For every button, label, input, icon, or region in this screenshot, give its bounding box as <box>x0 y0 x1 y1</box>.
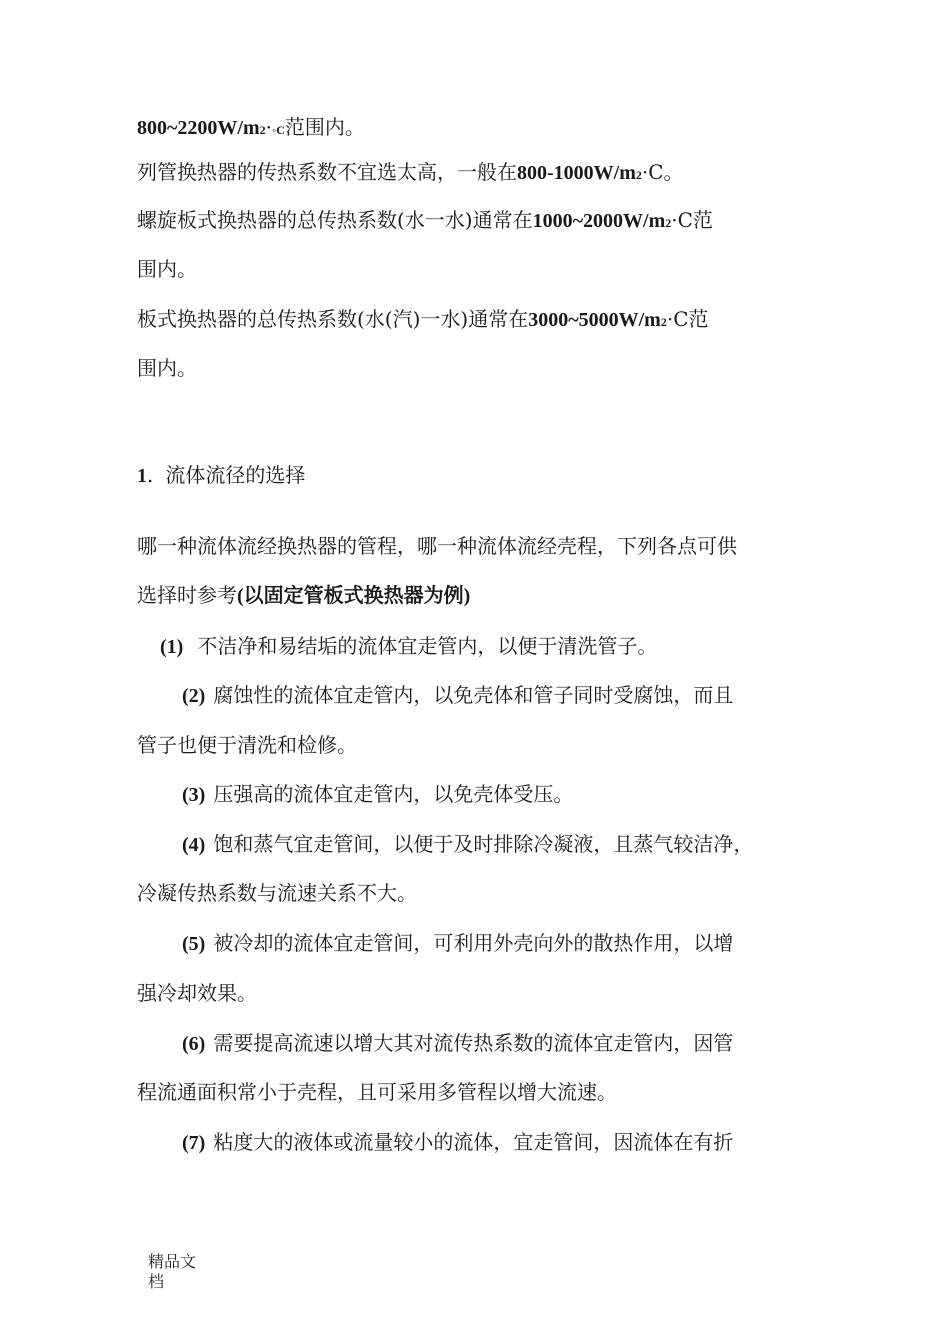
text-line: 围内。 <box>137 356 197 380</box>
item-continuation: 程流通面积常小于壳程，且可采用多管程以增大流速。 <box>137 1080 617 1104</box>
text-bold: (以固定管板式换热器为例) <box>237 585 471 607</box>
item-continuation: 管子也便于清洗和检修。 <box>137 733 357 757</box>
item-text: 腐蚀性的流体宜走管内，以免壳体和管子同时受腐蚀，而且 <box>213 683 734 707</box>
superscript: 2 <box>635 168 642 182</box>
value-range: 800-1000W/m <box>517 162 636 184</box>
item-number: (7) <box>182 1132 206 1154</box>
superscript: 2 <box>660 315 667 329</box>
item-number: (5) <box>182 933 206 955</box>
text: 螺旋板式换热器的总传热系数(水一水)通常在 <box>137 208 533 232</box>
section-title: 流体流径的选择 <box>165 463 306 487</box>
dot: · <box>265 115 272 139</box>
section-heading <box>137 461 305 490</box>
item-number: (6) <box>182 1033 206 1055</box>
item-text: 不洁净和易结垢的流体宜走管内，以便于清洗管子。 <box>197 634 658 658</box>
unit: ◦C <box>271 123 285 137</box>
list-item <box>182 681 733 710</box>
item-continuation: 冷凝传热系数与流速关系不大。 <box>137 881 417 905</box>
superscript: 2 <box>665 216 672 230</box>
list-item <box>182 929 733 958</box>
text-line <box>137 113 365 144</box>
item-text: 需要提高流速以增大其对流传热系数的流体宜走管内，因管 <box>213 1031 734 1055</box>
list-item <box>182 780 573 809</box>
text: 板式换热器的总传热系数(水(汽)一水)通常在 <box>137 307 529 331</box>
list-item <box>182 1128 733 1157</box>
text: ·C。 <box>641 160 684 184</box>
item-number: (2) <box>182 685 206 707</box>
list-item <box>182 1029 733 1058</box>
superscript: 2 <box>259 123 266 137</box>
text-line <box>137 206 713 237</box>
list-item <box>160 632 657 661</box>
item-number: (1) <box>160 636 184 658</box>
item-number: (3) <box>182 784 206 806</box>
list-item <box>182 830 753 859</box>
item-continuation: 强冷却效果。 <box>137 981 257 1005</box>
footer-label: 档 <box>148 1272 165 1291</box>
value-range: 800~2200W/m <box>137 117 260 139</box>
text-line <box>137 581 470 610</box>
text: 选择时参考 <box>137 583 237 607</box>
item-text: 被冷却的流体宜走管间，可利用外壳向外的散热作用，以增 <box>213 931 734 955</box>
text: ·C范 <box>671 208 713 232</box>
footer-label: 精品文 <box>148 1252 197 1271</box>
text: 列管换热器的传热系数不宜选太高，一般在 <box>137 160 517 184</box>
text: ·C范 <box>666 307 709 331</box>
value-range: 3000~5000W/m <box>528 309 661 331</box>
section-number: 1 <box>137 465 147 487</box>
item-number: (4) <box>182 834 206 856</box>
text-line <box>137 158 684 189</box>
text-line: 哪一种流体流经换热器的管程，哪一种流体流经壳程，下列各点可供 <box>137 534 737 558</box>
item-text: 压强高的流体宜走管内，以免壳体受压。 <box>213 782 574 806</box>
text: 范围内。 <box>284 115 365 139</box>
section-separator: . <box>147 463 154 487</box>
text-line: 围内。 <box>137 257 197 281</box>
text-line <box>137 305 709 336</box>
item-text: 粘度大的液体或流量较小的流体，宜走管间，因流体在有折 <box>213 1130 734 1154</box>
item-text: 饱和蒸气宜走管间，以便于及时排除冷凝液，且蒸气较洁净， <box>213 832 754 856</box>
value-range: 1000~2000W/m <box>532 210 666 232</box>
